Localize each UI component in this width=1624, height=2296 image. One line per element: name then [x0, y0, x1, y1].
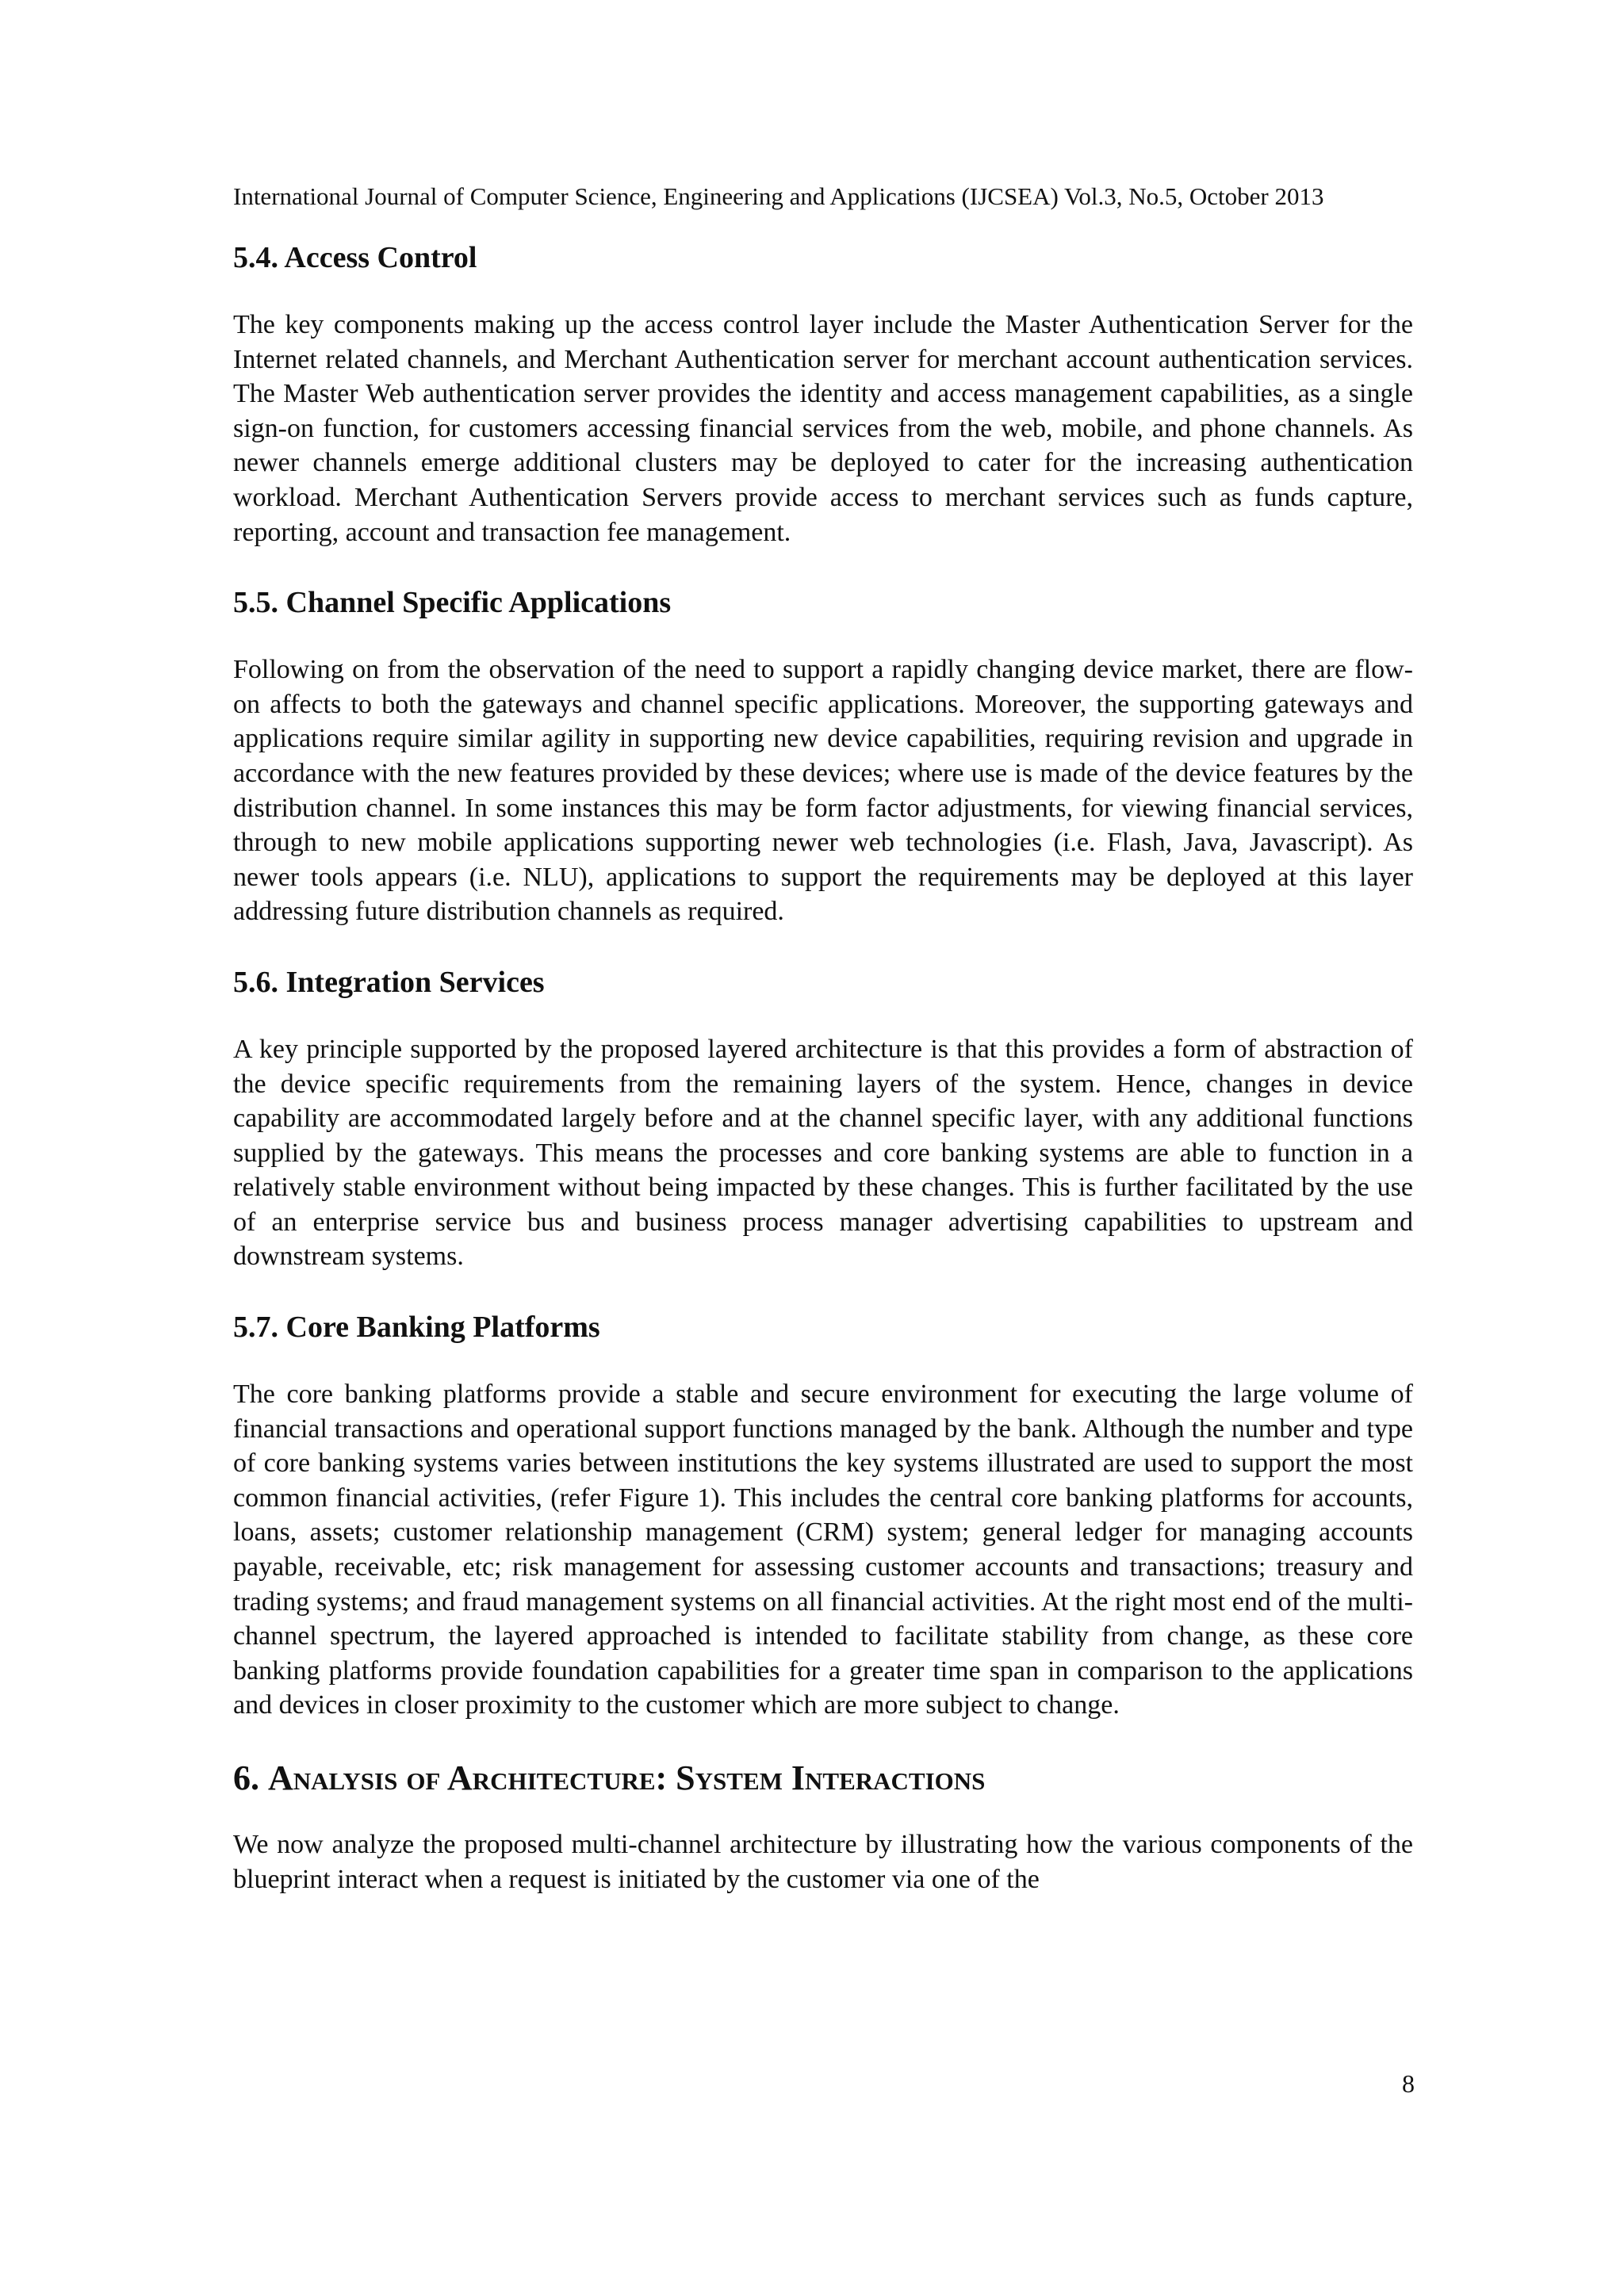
- section-integration-services: [233, 962, 1413, 1274]
- major-section-title: Analysis of Architecture: System Interactions: [268, 1758, 986, 1797]
- section-heading: 5.4. Access Control: [233, 241, 477, 274]
- page-number: 8: [1402, 2069, 1415, 2098]
- section-heading: 5.5. Channel Specific Applications: [233, 586, 672, 620]
- section-paragraph: The key components making up the access control layer include the Master Authentication Server for the Internet related channels, and Merchant Authentication server for merchant account authentication services. The Master Web authentication server provides the identity and access management capabilities, as a single sign-on function, for customers accessing financial services from the web, mobile, and phone channels. As newer channels emerge additional clusters may be deployed to cater for the increasing authentication workload. Merchant Authentication Servers provide access to merchant services such as funds capture, reporting, account and transaction fee management.: [233, 310, 1413, 547]
- section-core-banking-platforms: [233, 1307, 1413, 1723]
- major-section-number: 6.: [233, 1758, 268, 1797]
- section-channel-specific-applications: [233, 583, 1413, 929]
- section-heading: 5.7. Core Banking Platforms: [233, 1311, 600, 1345]
- section-access-control: [233, 238, 1413, 549]
- major-section-heading: [233, 1756, 1413, 1800]
- section-paragraph: Following on from the observation of the need to support a rapidly changing device market, there are flow-on affects to both the gateways and channel specific applications. Moreover, the supporting gateways and applications require similar agility in supporting new device capabilities, requiring revision and upgrade in accordance with the new features provided by these devices; where use is made of the device features by the distribution channel. In some instances this may be form factor adjustments, for viewing financial services, through to new mobile applications supporting newer web technologies (i.e. Flash, Java, Javascript). As newer tools appears (i.e. NLU), applications to support the requirements may be deployed at this layer addressing future distribution channels as required.: [233, 655, 1413, 927]
- section-paragraph: We now analyze the proposed multi-channel architecture by illustrating how the various components of the blueprint interact when a request is initiated by the customer via one of the: [233, 1830, 1413, 1894]
- section-analysis-of-architecture: [233, 1756, 1413, 1896]
- section-paragraph: A key principle supported by the proposed layered architecture is that this provides a form of abstraction of the device specific requirements from the remaining layers of the system. Hence, changes in device capability are accommodated largely before and at the channel specific layer, with any additional functions supplied by the gateways. This means the processes and core banking systems are able to function in a relatively stable environment without being impacted by these changes. This is further facilitated by the use of an enterprise service bus and business process manager advertising capabilities to upstream and downstream systems.: [233, 1034, 1413, 1272]
- running-header: International Journal of Computer Science, Engineering and Applications (IJCSEA) Vol.3, No.5, October 2013: [233, 182, 1324, 210]
- section-paragraph: The core banking platforms provide a stable and secure environment for executing the large volume of financial transactions and operational support functions managed by the bank. Although the number and type of core banking systems varies between institutions the key systems illustrated are used to support the most common financial activities, (refer Figure 1). This includes the central core banking platforms for accounts, loans, assets; customer relationship management (CRM) system; general ledger for managing accounts payable, receivable, etc; risk management for assessing customer accounts and transactions; treasury and trading systems; and fraud management systems on all financial activities. At the right most end of the multi-channel spectrum, the layered approached is intended to facilitate stability from change, as these core banking platforms provide foundation capabilities for a greater time span in comparison to the applications and devices in closer proximity to the customer which are more subject to change.: [233, 1380, 1413, 1720]
- section-heading: 5.6. Integration Services: [233, 965, 545, 999]
- page-body: [233, 238, 1413, 1930]
